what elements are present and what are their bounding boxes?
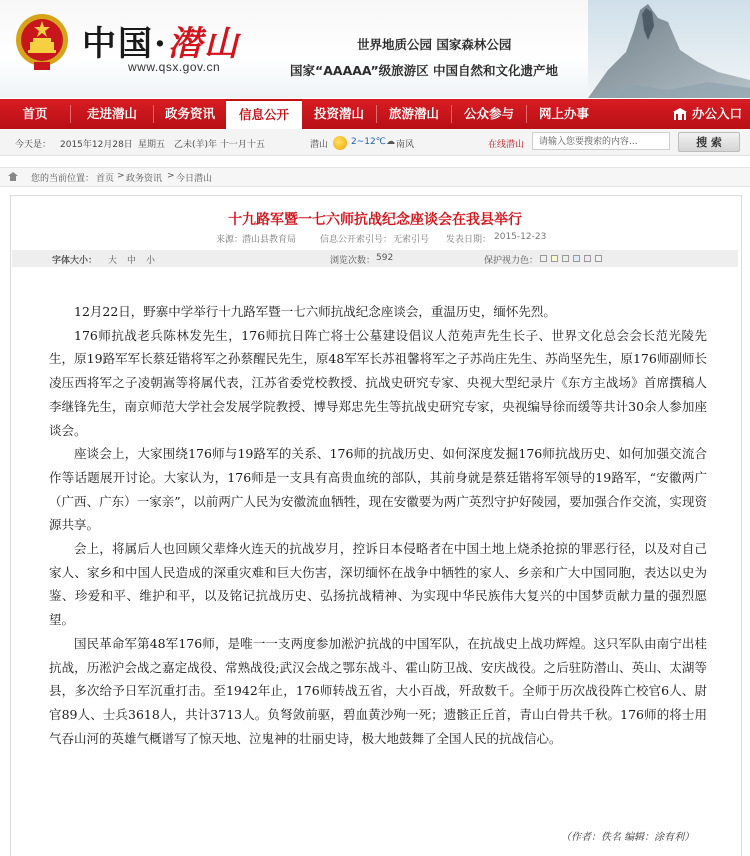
article-paragraph: 国民革命军第48军176师，是唯一一支两度参加淞沪抗战的中国军队，在抗战史上战功辉煌。这只军队由南宁出桂抗战，历淞沪会战之嘉定战役、常熟战役;武汉会战之鄂东战斗、霍山防卫战、安庆战役。之后驻防潜山、英山、太湖等县，多次给予日军沉重打击。至1942年止，176师转战五省，大小百战，歼敌数千。全师于历次战役阵亡校官6人、尉官89人、士兵3618人，共计3713人。负弩敛前驱，碧血黄沙殉一死；遗骸正丘首，青山白骨共千秋。176师的将士用气吞山河的英雄气概谱写了惊天地、泣鬼神的壮丽史诗，极大地鼓舞了全国人民的抗战信心。 bbox=[49, 635, 707, 746]
building-icon bbox=[673, 108, 687, 120]
meta-date: 2015-12-23 bbox=[494, 232, 547, 242]
search-button[interactable]: 搜 索 bbox=[678, 132, 740, 152]
weather-temp: 2~12℃ bbox=[351, 137, 386, 147]
meta-code: 无索引号 bbox=[393, 235, 430, 245]
nav-item-tourism[interactable]: 旅游潜山 bbox=[388, 106, 439, 121]
national-emblem-icon bbox=[14, 12, 70, 72]
eye-color-swatch[interactable] bbox=[595, 255, 602, 262]
eye-color-label: 保护视力色： bbox=[484, 256, 539, 266]
eye-color-swatch[interactable] bbox=[540, 255, 547, 262]
nav-item-online[interactable]: 网上办事 bbox=[538, 106, 589, 121]
today-date: 2015年12月28日 bbox=[60, 140, 133, 150]
views-count: 592 bbox=[376, 253, 394, 263]
article-toolbar bbox=[12, 250, 738, 267]
nav-item-news[interactable]: 政务资讯 bbox=[164, 106, 215, 121]
office-entry-link[interactable] bbox=[673, 99, 742, 129]
site-logo[interactable] bbox=[82, 16, 240, 65]
views-label: 浏览次数： bbox=[330, 256, 376, 266]
article-body bbox=[49, 300, 707, 750]
article-paragraph: 座谈会上，大家围绕176师与19路军的关系、176师的抗战历史、如何深度发掘176师抗战历史、如何加强交流合作等话题展开讨论。大家认为，176师是一支具有高贵血统的部队，其前身就是蔡廷锴将军领导的19路军，“安徽两广（广西、广东）一家亲”，以前两广人民为安徽流血牺牲，现在安徽要为两广英烈守护好陵园，要加强合作交流，实现资源共享。 bbox=[49, 446, 707, 533]
eye-color-swatch[interactable] bbox=[584, 255, 591, 262]
lunar-date: 乙未(羊)年 十一月十五 bbox=[174, 140, 265, 150]
article-title: 十九路军暨一七六师抗战纪念座谈会在我县举行 bbox=[228, 212, 522, 228]
weather-wind: 南风 bbox=[396, 140, 415, 150]
today-weekday: 星期五 bbox=[138, 140, 166, 150]
font-large-button[interactable]: 大 bbox=[108, 256, 118, 266]
search-input[interactable]: 请输入您要搜索的内容... bbox=[532, 132, 670, 150]
breadcrumb-prefix: 您的当前位置： bbox=[31, 174, 95, 184]
site-url: www.qsx.gov.cn bbox=[128, 60, 221, 74]
nav-item-info-public[interactable]: 信息公开 bbox=[226, 99, 302, 129]
font-size-label: 字体大小： bbox=[52, 256, 98, 266]
font-medium-button[interactable]: 中 bbox=[127, 256, 137, 266]
site-header bbox=[0, 0, 750, 98]
meta-source-label: 来源： bbox=[216, 235, 244, 245]
eye-color-swatch[interactable] bbox=[562, 255, 569, 262]
eye-color-swatch[interactable] bbox=[551, 255, 558, 262]
logo-text-main: 中国· bbox=[82, 24, 168, 64]
breadcrumb-home[interactable]: 首页 bbox=[96, 174, 115, 184]
online-location-link[interactable]: 在线潜山 bbox=[488, 140, 525, 150]
article-author: （作者：佚名 编辑：涂有利） bbox=[561, 832, 695, 843]
header-tagline-2: 国家“AAAAA”级旅游区 中国自然和文化遗产地 bbox=[290, 63, 559, 78]
nav-item-about[interactable]: 走进潜山 bbox=[86, 106, 137, 121]
breadcrumb-news[interactable]: 政务资讯 bbox=[126, 174, 163, 184]
eye-color-swatch[interactable] bbox=[573, 255, 580, 262]
mountain-banner-image bbox=[588, 0, 750, 98]
nav-item-home[interactable]: 首页 bbox=[22, 106, 48, 121]
info-bar bbox=[0, 129, 750, 156]
office-entry-label: 办公入口 bbox=[691, 106, 742, 121]
breadcrumb-sep: > bbox=[117, 171, 125, 181]
breadcrumb-today[interactable]: 今日潜山 bbox=[176, 174, 213, 184]
weather-wind-icon: ☁ bbox=[386, 137, 395, 147]
header-tagline-1: 世界地质公园 国家森林公园 bbox=[357, 37, 512, 52]
article-paragraph: 12月22日，野寨中学举行十九路军暨一七六师抗战纪念座谈会，重温历史，缅怀先烈。 bbox=[74, 304, 556, 319]
logo-text-city: 潜山 bbox=[167, 24, 240, 64]
nav-item-invest[interactable]: 投资潜山 bbox=[313, 106, 364, 121]
nav-item-public[interactable]: 公众参与 bbox=[463, 106, 514, 121]
meta-date-label: 发表日期： bbox=[446, 235, 492, 245]
article-paragraph: 176师抗战老兵陈林发先生，176师抗日阵亡将士公墓建设倡议人范苑声先生长子、世界文化总会会长范光陵先生，原19路军军长蔡廷锴将军之孙蔡醒民先生，原48军军长苏祖馨将军之子苏尚庄先生、苏尚坚先生，原176师副师长凌压西将军之子凌朝嵩等将属代表，江苏省委党校教授、抗战史研究专家、央视大型纪录片《东方主战场》首席撰稿人李继锋先生，南京师范大学社会发展学院教授、博导郑忠先生等抗战史研究专家，央视编导徐而缓等共计30余人参加座谈会。 bbox=[49, 327, 707, 438]
breadcrumb-sep: > bbox=[167, 171, 175, 181]
breadcrumb bbox=[0, 167, 750, 187]
weather-city: 潜山 bbox=[310, 140, 329, 150]
meta-code-label: 信息公开索引号： bbox=[320, 235, 393, 245]
sun-icon bbox=[333, 136, 347, 150]
main-nav bbox=[0, 99, 750, 129]
font-small-button[interactable]: 小 bbox=[146, 256, 156, 266]
meta-source: 潜山县教育局 bbox=[242, 235, 297, 245]
today-label: 今天是： bbox=[15, 140, 52, 150]
article-paragraph: 会上，将属后人也回顾父辈烽火连天的抗战岁月，控诉日本侵略者在中国土地上烧杀抢掠的罪恶行径，以及对自己家人、家乡和中国人民造成的深重灾难和巨大伤害，深切缅怀在战争中牺牲的家人、乡亲和广大中国同胞，表达以史为鉴、珍爱和平、维护和平，以及铭记抗战历史、弘扬抗战精神、为实现中华民族伟大复兴的中国梦贡献力量的强烈愿望。 bbox=[49, 541, 707, 628]
home-icon bbox=[8, 172, 18, 181]
